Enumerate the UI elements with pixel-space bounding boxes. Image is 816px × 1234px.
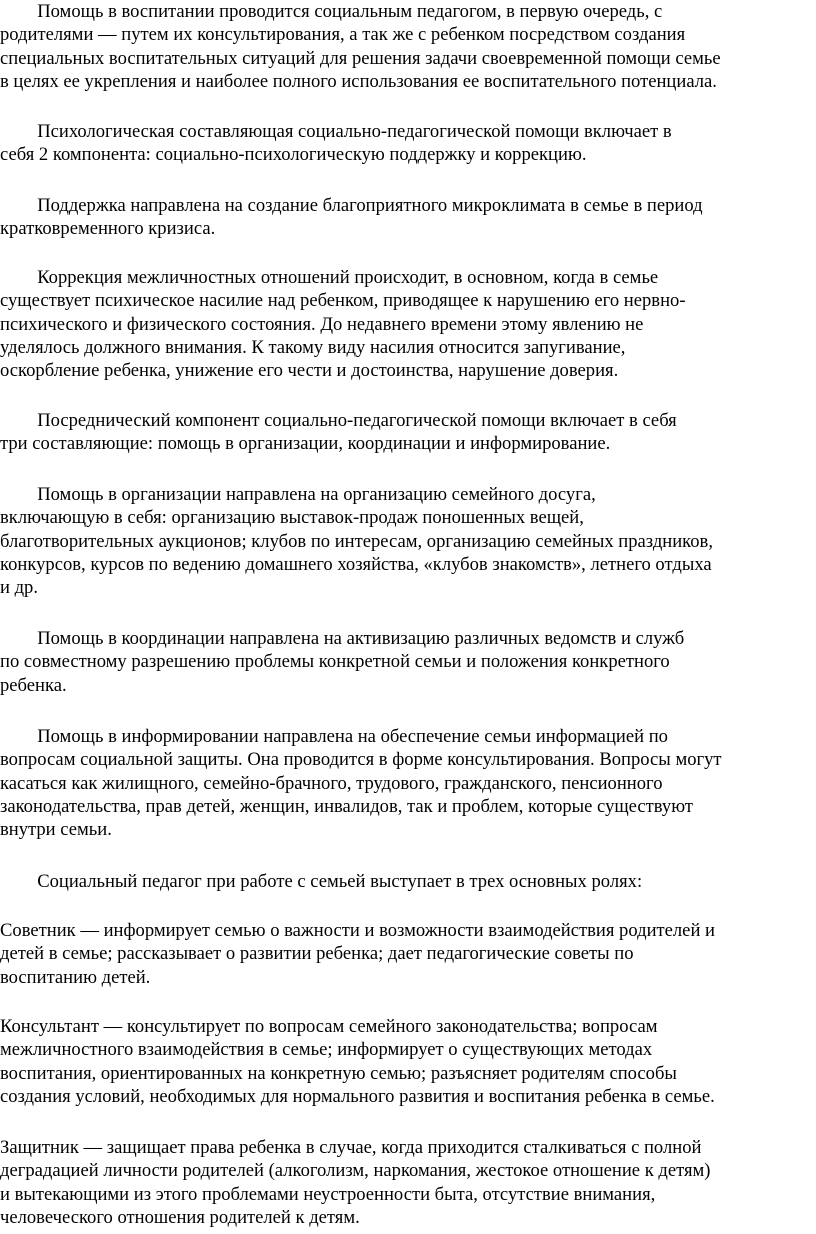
paragraph-organization-help: Помощь в организации направлена на организацию семейного досуга, включающую в себя: организацию выставок-продаж поношенных вещей, благотворительных аукционов; клубов по интересам, организацию семейных праздников, конкурсов, курсов по ведению домашнего хозяйства, «клубов знакомств», летнего отдыха и др.	[0, 484, 713, 599]
paragraph-upbringing-help: Помощь в воспитании проводится социальным педагогом, в первую очередь, с родителями — путем их консультирования, а так же с ребенком посредством создания специальных воспитательных ситуаций для решения задачи своевременной помощи семье в целях ее укрепления и наиболее полного использования ее воспитательного потенциала.	[0, 1, 721, 92]
paragraph-mediation-component: Посреднический компонент социально-педагогической помощи включает в себя три составляющие: помощь в организации, координации и информирование.	[0, 410, 677, 455]
paragraph-role-defender: Защитник — защищает права ребенка в случае, когда приходится сталкиваться с полной деградацией личности родителей (алкоголизм, наркомания, жестокое отношение к детям) и вытекающими из этого проблемами неустроенности быта, отсутствие внимания, человеческого отношения родителей к детям.	[0, 1137, 711, 1228]
paragraph-correction: Коррекция межличностных отношений происходит, в основном, когда в семье существует психическое насилие над ребенком, приводящее к нарушению его нервно- психического и физического состояния. До недавнего времени этому явлению не уделялось должного внимания. К такому виду насилия относится запугивание, оскорбление ребенка, унижение его чести и достоинства, нарушение доверия.	[0, 267, 686, 382]
paragraph-role-advisor: Советник — информирует семью о важности и возможности взаимодействия родителей и детей в семье; рассказывает о развитии ребенка; дает педагогические советы по воспитанию детей.	[0, 920, 715, 988]
paragraph-role-consultant: Консультант — консультирует по вопросам семейного законодательства; вопросам межличностного взаимодействия в семье; информирует о существующих методах воспитания, ориентированных на конкретную семью; разъясняет родителям способы создания условий, необходимых для нормального развития и воспитания ребенка в семье.	[0, 1016, 715, 1107]
paragraph-coordination-help: Помощь в координации направлена на активизацию различных ведомств и служб по совместному разрешению проблемы конкретной семьи и положения конкретного ребенка.	[0, 628, 685, 696]
paragraph-three-roles: Социальный педагог при работе с семьей выступает в трех основных ролях:	[0, 871, 643, 892]
paragraph-support: Поддержка направлена на создание благоприятного микроклимата в семье в период кратковременного кризиса.	[0, 195, 703, 240]
paragraph-psychological-component: Психологическая составляющая социально-педагогической помощи включает в себя 2 компонента: социально-психологическую поддержку и коррекцию.	[0, 121, 672, 166]
paragraph-information-help: Помощь в информировании направлена на обеспечение семьи информацией по вопросам социальной защиты. Она проводится в форме консультирования. Вопросы могут касаться как жилищного, семейно-брачного, трудового, гражданского, пенсионного законодательства, прав детей, женщин, инвалидов, так и проблем, которые существуют внутри семьи.	[0, 726, 722, 841]
